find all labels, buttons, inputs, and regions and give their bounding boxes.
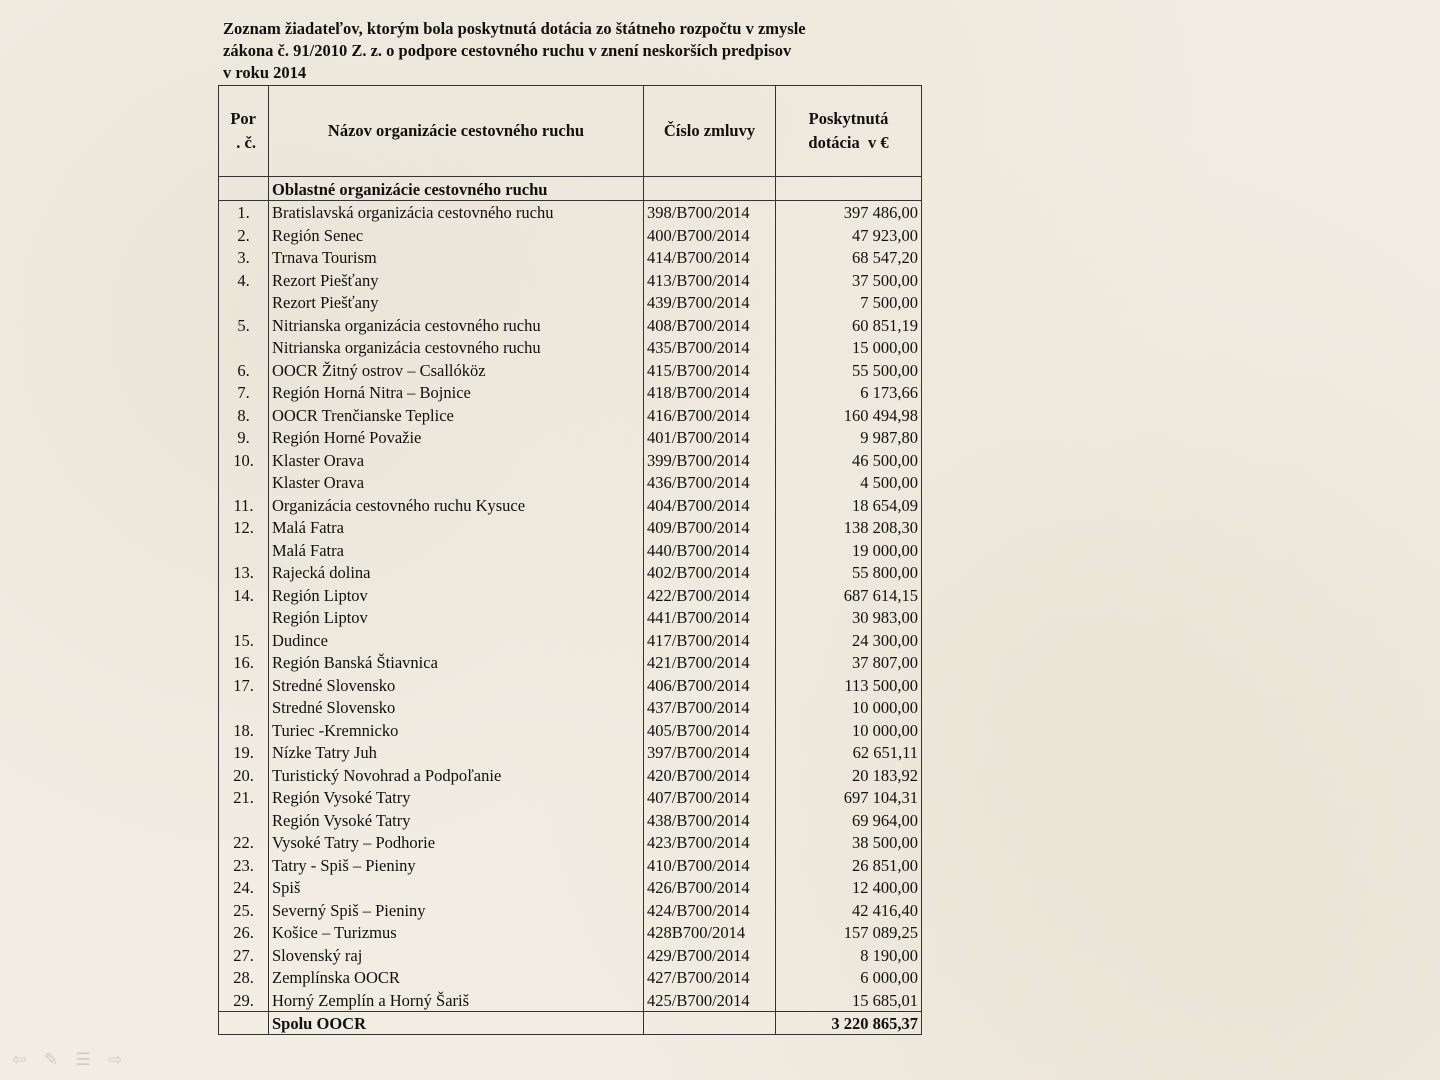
contract-number: 407/B700/2014	[644, 786, 776, 809]
organization-name: Región Vysoké Tatry	[269, 786, 644, 809]
table-row	[219, 313, 922, 336]
organization-name: Región Horná Nitra – Bojnice	[269, 381, 644, 404]
organization-name: Trnava Tourism	[269, 246, 644, 269]
organization-name: Nitrianska organizácia cestovného ruchu	[269, 336, 644, 359]
title-line-1: Zoznam žiadateľov, ktorým bola poskytnutá dotácia zo štátneho rozpočtu v zmysle	[223, 19, 806, 38]
row-number: 26.	[219, 921, 269, 944]
organization-name: Turistický Novohrad a Podpoľanie	[269, 763, 644, 786]
contract-number: 397/B700/2014	[644, 741, 776, 764]
contract-number: 400/B700/2014	[644, 223, 776, 246]
table-row	[219, 808, 922, 831]
organization-name: Rezort Piešťany	[269, 291, 644, 314]
organization-name: Organizácia cestovného ruchu Kysuce	[269, 493, 644, 516]
header-cislo: Číslo zmluvy	[644, 86, 776, 177]
table-row	[219, 763, 922, 786]
row-number: 1.	[219, 200, 269, 223]
organization-name: Košice – Turizmus	[269, 921, 644, 944]
row-number: 17.	[219, 673, 269, 696]
subsidy-amount: 157 089,25	[776, 921, 922, 944]
contract-number: 417/B700/2014	[644, 628, 776, 651]
subsidy-amount: 55 800,00	[776, 561, 922, 584]
contract-number: 422/B700/2014	[644, 583, 776, 606]
contract-number: 421/B700/2014	[644, 651, 776, 674]
table-row	[219, 336, 922, 359]
table-row	[219, 403, 922, 426]
arrow-right-icon[interactable]: ⇨	[107, 1050, 123, 1070]
row-number	[219, 538, 269, 561]
header-dotacia: Poskytnutá dotácia v €	[776, 86, 922, 177]
contract-number: 416/B700/2014	[644, 403, 776, 426]
organization-name: Vysoké Tatry – Podhorie	[269, 831, 644, 854]
organization-name: Klaster Orava	[269, 448, 644, 471]
contract-number: 405/B700/2014	[644, 718, 776, 741]
organization-name: OOCR Žitný ostrov – Csallóköz	[269, 358, 644, 381]
organization-name: Spiš	[269, 876, 644, 899]
table-row	[219, 358, 922, 381]
organization-name: Región Vysoké Tatry	[269, 808, 644, 831]
subsidy-amount: 4 500,00	[776, 471, 922, 494]
subsidy-amount: 62 651,11	[776, 741, 922, 764]
organization-name: Zemplínska OOCR	[269, 966, 644, 989]
contract-number: 423/B700/2014	[644, 831, 776, 854]
organization-name: Nitrianska organizácia cestovného ruchu	[269, 313, 644, 336]
organization-name: Región Horné Považie	[269, 426, 644, 449]
slide-navigation	[8, 1050, 126, 1070]
total-row	[219, 1011, 922, 1035]
table-row	[219, 696, 922, 719]
contract-number: 414/B700/2014	[644, 246, 776, 269]
organization-name: Rajecká dolina	[269, 561, 644, 584]
subsidy-amount: 55 500,00	[776, 358, 922, 381]
table-row	[219, 606, 922, 629]
contract-number: 436/B700/2014	[644, 471, 776, 494]
row-number: 4.	[219, 268, 269, 291]
subsidy-amount: 26 851,00	[776, 853, 922, 876]
row-number	[219, 471, 269, 494]
subsidy-amount: 15 000,00	[776, 336, 922, 359]
organization-name: Horný Zemplín a Horný Šariš	[269, 988, 644, 1011]
table-row	[219, 516, 922, 539]
subsidy-amount: 19 000,00	[776, 538, 922, 561]
row-number: 11.	[219, 493, 269, 516]
row-number: 18.	[219, 718, 269, 741]
subsidy-amount: 24 300,00	[776, 628, 922, 651]
subsidy-amount: 46 500,00	[776, 448, 922, 471]
arrow-left-icon[interactable]: ⇦	[11, 1050, 27, 1070]
organization-name: Slovenský raj	[269, 943, 644, 966]
organization-name: Región Liptov	[269, 583, 644, 606]
contract-number: 401/B700/2014	[644, 426, 776, 449]
contract-number: 408/B700/2014	[644, 313, 776, 336]
table-row	[219, 583, 922, 606]
row-number: 19.	[219, 741, 269, 764]
row-number: 12.	[219, 516, 269, 539]
table-row	[219, 628, 922, 651]
table-header-row	[219, 86, 922, 177]
table-row	[219, 426, 922, 449]
table-row	[219, 200, 922, 223]
contract-number: 439/B700/2014	[644, 291, 776, 314]
row-number: 7.	[219, 381, 269, 404]
pen-icon[interactable]: ✎	[43, 1050, 59, 1070]
row-number: 14.	[219, 583, 269, 606]
row-number: 29.	[219, 988, 269, 1011]
table-row	[219, 493, 922, 516]
row-number: 2.	[219, 223, 269, 246]
contract-number: 404/B700/2014	[644, 493, 776, 516]
table-row	[219, 943, 922, 966]
table-row	[219, 853, 922, 876]
row-number	[219, 336, 269, 359]
subsidy-amount: 160 494,98	[776, 403, 922, 426]
organization-name: Nízke Tatry Juh	[269, 741, 644, 764]
table-row	[219, 966, 922, 989]
contract-number: 428B700/2014	[644, 921, 776, 944]
table-row	[219, 246, 922, 269]
subsidy-amount: 68 547,20	[776, 246, 922, 269]
table-row	[219, 921, 922, 944]
row-number: 20.	[219, 763, 269, 786]
subsidy-amount: 9 987,80	[776, 426, 922, 449]
table-row	[219, 673, 922, 696]
subsidy-amount: 10 000,00	[776, 696, 922, 719]
contract-number: 426/B700/2014	[644, 876, 776, 899]
subsidy-amount: 69 964,00	[776, 808, 922, 831]
section-label: Oblastné organizácie cestovného ruchu	[269, 177, 644, 201]
row-number: 8.	[219, 403, 269, 426]
table-row	[219, 831, 922, 854]
row-number: 15.	[219, 628, 269, 651]
contract-number: 441/B700/2014	[644, 606, 776, 629]
contract-number: 410/B700/2014	[644, 853, 776, 876]
organization-name: Región Liptov	[269, 606, 644, 629]
row-number: 25.	[219, 898, 269, 921]
contract-number: 438/B700/2014	[644, 808, 776, 831]
contract-number: 427/B700/2014	[644, 966, 776, 989]
row-number: 6.	[219, 358, 269, 381]
subsidy-amount: 30 983,00	[776, 606, 922, 629]
organization-name: Región Senec	[269, 223, 644, 246]
subsidy-amount: 397 486,00	[776, 200, 922, 223]
organization-name: Stredné Slovensko	[269, 696, 644, 719]
document-title	[223, 18, 923, 84]
table-row	[219, 898, 922, 921]
table-row	[219, 786, 922, 809]
row-number	[219, 606, 269, 629]
organization-name: Región Banská Štiavnica	[269, 651, 644, 674]
header-nazov: Názov organizácie cestovného ruchu	[269, 86, 644, 177]
table-row	[219, 381, 922, 404]
contract-number: 399/B700/2014	[644, 448, 776, 471]
subsidy-amount: 697 104,31	[776, 786, 922, 809]
contract-number: 406/B700/2014	[644, 673, 776, 696]
subsidy-amount: 7 500,00	[776, 291, 922, 314]
row-number: 13.	[219, 561, 269, 584]
menu-icon[interactable]: ☰	[75, 1050, 91, 1070]
row-number	[219, 291, 269, 314]
table-row	[219, 988, 922, 1011]
contract-number: 437/B700/2014	[644, 696, 776, 719]
subsidy-amount: 42 416,40	[776, 898, 922, 921]
contract-number: 420/B700/2014	[644, 763, 776, 786]
contract-number: 435/B700/2014	[644, 336, 776, 359]
row-number: 3.	[219, 246, 269, 269]
table-row	[219, 741, 922, 764]
subsidy-amount: 6 000,00	[776, 966, 922, 989]
table-row	[219, 448, 922, 471]
contract-number: 409/B700/2014	[644, 516, 776, 539]
header-por: Por . č.	[219, 86, 269, 177]
contract-number: 418/B700/2014	[644, 381, 776, 404]
row-number: 24.	[219, 876, 269, 899]
subsidy-amount: 37 500,00	[776, 268, 922, 291]
organization-name: Tatry - Spiš – Pieniny	[269, 853, 644, 876]
subsidy-amount: 20 183,92	[776, 763, 922, 786]
table-row	[219, 471, 922, 494]
subsidy-amount: 37 807,00	[776, 651, 922, 674]
subsidy-amount: 12 400,00	[776, 876, 922, 899]
table-row	[219, 223, 922, 246]
subsidy-amount: 10 000,00	[776, 718, 922, 741]
organization-name: Malá Fatra	[269, 538, 644, 561]
row-number: 27.	[219, 943, 269, 966]
row-number: 28.	[219, 966, 269, 989]
subsidy-amount: 6 173,66	[776, 381, 922, 404]
table-row	[219, 291, 922, 314]
row-number: 16.	[219, 651, 269, 674]
row-number: 23.	[219, 853, 269, 876]
row-number: 22.	[219, 831, 269, 854]
row-number	[219, 696, 269, 719]
contract-number: 440/B700/2014	[644, 538, 776, 561]
subsidy-amount: 47 923,00	[776, 223, 922, 246]
contract-number: 424/B700/2014	[644, 898, 776, 921]
total-label: Spolu OOCR	[269, 1011, 644, 1035]
subsidy-amount: 138 208,30	[776, 516, 922, 539]
subsidy-table	[218, 85, 922, 1035]
contract-number: 402/B700/2014	[644, 561, 776, 584]
subsidy-amount: 18 654,09	[776, 493, 922, 516]
organization-name: OOCR Trenčianske Teplice	[269, 403, 644, 426]
organization-name: Turiec -Kremnicko	[269, 718, 644, 741]
subsidy-amount: 15 685,01	[776, 988, 922, 1011]
row-number: 21.	[219, 786, 269, 809]
subsidy-amount: 113 500,00	[776, 673, 922, 696]
organization-name: Stredné Slovensko	[269, 673, 644, 696]
table-row	[219, 268, 922, 291]
row-number: 5.	[219, 313, 269, 336]
row-number	[219, 808, 269, 831]
contract-number: 398/B700/2014	[644, 200, 776, 223]
organization-name: Rezort Piešťany	[269, 268, 644, 291]
table-row	[219, 538, 922, 561]
contract-number: 425/B700/2014	[644, 988, 776, 1011]
table-row	[219, 651, 922, 674]
subsidy-amount: 8 190,00	[776, 943, 922, 966]
table-row	[219, 561, 922, 584]
row-number: 9.	[219, 426, 269, 449]
organization-name: Klaster Orava	[269, 471, 644, 494]
contract-number: 429/B700/2014	[644, 943, 776, 966]
contract-number: 413/B700/2014	[644, 268, 776, 291]
organization-name: Dudince	[269, 628, 644, 651]
subsidy-amount: 38 500,00	[776, 831, 922, 854]
total-amount: 3 220 865,37	[776, 1011, 922, 1035]
organization-name: Malá Fatra	[269, 516, 644, 539]
contract-number: 415/B700/2014	[644, 358, 776, 381]
title-line-2: zákona č. 91/2010 Z. z. o podpore cestovného ruchu v znení neskorších predpisov	[223, 41, 792, 60]
organization-name: Bratislavská organizácia cestovného ruchu	[269, 200, 644, 223]
organization-name: Severný Spiš – Pieniny	[269, 898, 644, 921]
subsidy-amount: 60 851,19	[776, 313, 922, 336]
table-row	[219, 876, 922, 899]
subsidy-amount: 687 614,15	[776, 583, 922, 606]
section-row	[219, 177, 922, 201]
title-line-3: v roku 2014	[223, 63, 307, 82]
row-number: 10.	[219, 448, 269, 471]
table-row	[219, 718, 922, 741]
